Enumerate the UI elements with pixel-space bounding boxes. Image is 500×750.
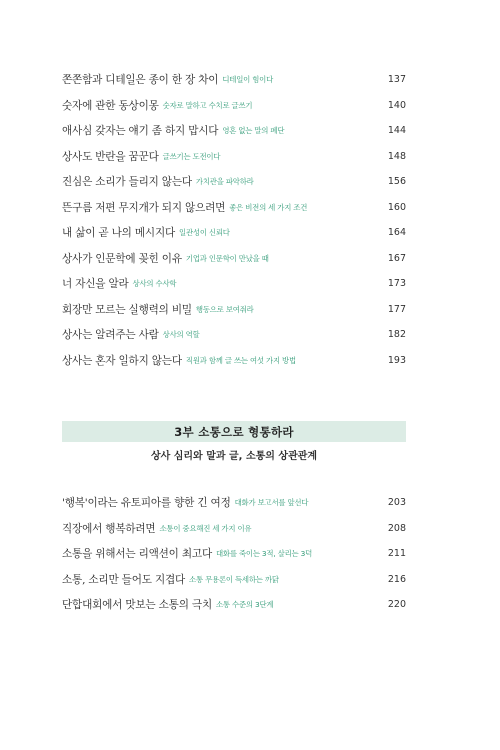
toc-entry-subtitle: 가치관을 파악하라 bbox=[195, 177, 254, 187]
toc-entry-subtitle: 상사의 수사학 bbox=[132, 279, 177, 289]
toc-entry-subtitle: 행동으로 보여줘라 bbox=[195, 304, 254, 314]
toc-entry[interactable] bbox=[62, 297, 406, 323]
toc-entry[interactable] bbox=[62, 592, 406, 618]
toc-entry-page-number: 160 bbox=[387, 201, 406, 213]
toc-entry-title: 소통을 위해서는 리액션이 최고다 bbox=[62, 548, 212, 561]
toc-entry-page-number: 164 bbox=[387, 227, 406, 239]
toc-list-part2 bbox=[62, 67, 406, 373]
part-subtitle: 상사 심리와 말과 글, 소통의 상관관계 bbox=[150, 451, 318, 462]
toc-entry-page-number: 220 bbox=[387, 599, 406, 611]
toc-entry-page-number: 203 bbox=[387, 497, 406, 509]
toc-entry-title: 너 자신을 알라 bbox=[62, 278, 129, 291]
toc-entry-page-number: 208 bbox=[387, 522, 406, 534]
toc-entry-subtitle: 직원과 함께 글 쓰는 여섯 가지 방법 bbox=[185, 355, 296, 365]
toc-entry[interactable] bbox=[62, 271, 406, 297]
toc-entry-subtitle: 일관성이 신뢰다 bbox=[179, 228, 230, 238]
part-heading-banner bbox=[62, 421, 406, 442]
toc-entry[interactable] bbox=[62, 490, 406, 516]
toc-entry[interactable] bbox=[62, 67, 406, 93]
toc-entry-title: '행복'이라는 유토피아를 향한 긴 여정 bbox=[62, 497, 231, 510]
toc-entry-page-number: 156 bbox=[387, 176, 406, 188]
toc-entry-subtitle: 소통 수준의 3단계 bbox=[215, 600, 274, 610]
part-heading: 3부 소통으로 형통하라 bbox=[174, 424, 294, 439]
toc-entry-title: 뜬구름 저편 무지개가 되지 않으려면 bbox=[62, 201, 226, 214]
toc-entry-page-number: 137 bbox=[387, 74, 406, 86]
toc-entry-page-number: 173 bbox=[387, 278, 406, 290]
toc-entry-subtitle: 영혼 없는 말의 폐단 bbox=[222, 126, 285, 136]
toc-entry-title: 상사가 인문학에 꽂힌 이유 bbox=[62, 252, 182, 265]
toc-entry[interactable] bbox=[62, 195, 406, 221]
toc-entry-title: 상사도 반란을 꿈꾼다 bbox=[62, 150, 159, 163]
toc-entry-page-number: 144 bbox=[387, 125, 406, 137]
toc-entry-page-number: 148 bbox=[387, 150, 406, 162]
toc-entry-title: 내 삶이 곧 나의 메시지다 bbox=[62, 227, 176, 240]
toc-list-part3 bbox=[62, 490, 406, 618]
toc-entry-title: 회장만 모르는 실행력의 비밀 bbox=[62, 303, 192, 316]
toc-entry[interactable] bbox=[62, 516, 406, 542]
toc-entry[interactable] bbox=[62, 348, 406, 374]
toc-entry-title: 진심은 소리가 들리지 않는다 bbox=[62, 176, 192, 189]
toc-entry-title: 상사는 알려주는 사람 bbox=[62, 329, 159, 342]
toc-entry-subtitle: 소통 무용론이 득세하는 까닭 bbox=[189, 574, 279, 584]
toc-entry-title: 상사는 혼자 일하지 않는다 bbox=[62, 354, 182, 367]
toc-entry-title: 직장에서 행복하려면 bbox=[62, 522, 156, 535]
toc-entry-page-number: 177 bbox=[387, 303, 406, 315]
toc-entry[interactable] bbox=[62, 246, 406, 272]
toc-entry[interactable] bbox=[62, 541, 406, 567]
toc-entry-page-number: 140 bbox=[387, 99, 406, 111]
toc-entry-subtitle: 숫자로 말하고 수치로 글쓰기 bbox=[162, 100, 253, 110]
toc-entry[interactable] bbox=[62, 93, 406, 119]
toc-entry[interactable] bbox=[62, 144, 406, 170]
toc-entry-page-number: 216 bbox=[387, 573, 406, 585]
toc-entry-title: 숫자에 관한 동상이몽 bbox=[62, 99, 159, 112]
toc-entry-subtitle: 좋은 비전의 세 가지 조건 bbox=[229, 202, 308, 212]
toc-entry[interactable] bbox=[62, 169, 406, 195]
toc-entry-page-number: 182 bbox=[387, 329, 406, 341]
toc-entry[interactable] bbox=[62, 118, 406, 144]
toc-entry-subtitle: 대화가 보고서를 앞선다 bbox=[234, 498, 309, 508]
toc-entry[interactable] bbox=[62, 220, 406, 246]
toc-entry-subtitle: 디테일이 힘이다 bbox=[222, 75, 274, 85]
toc-entry-title: 단합대회에서 맛보는 소통의 극치 bbox=[62, 599, 212, 612]
toc-entry-title: 애사심 갖자는 얘기 좀 하지 맙시다 bbox=[62, 125, 219, 138]
toc-entry-title: 쫀쫀함과 디테일은 종이 한 장 차이 bbox=[62, 74, 219, 87]
toc-entry-page-number: 193 bbox=[387, 354, 406, 366]
toc-entry-subtitle: 소통이 중요해진 세 가지 이유 bbox=[159, 523, 252, 533]
toc-entry-subtitle: 상사의 역할 bbox=[162, 330, 200, 340]
toc-entry-page-number: 211 bbox=[387, 548, 406, 560]
toc-entry-page-number: 167 bbox=[387, 252, 406, 264]
toc-entry-title: 소통, 소리만 들어도 지겹다 bbox=[62, 573, 186, 586]
toc-entry[interactable] bbox=[62, 567, 406, 593]
toc-entry-subtitle: 대화를 죽이는 3적, 살리는 3덕 bbox=[215, 549, 313, 559]
toc-entry[interactable] bbox=[62, 322, 406, 348]
toc-entry-subtitle: 글쓰기는 도전이다 bbox=[162, 151, 221, 161]
toc-entry-subtitle: 기업과 인문학이 만났을 때 bbox=[185, 253, 269, 263]
